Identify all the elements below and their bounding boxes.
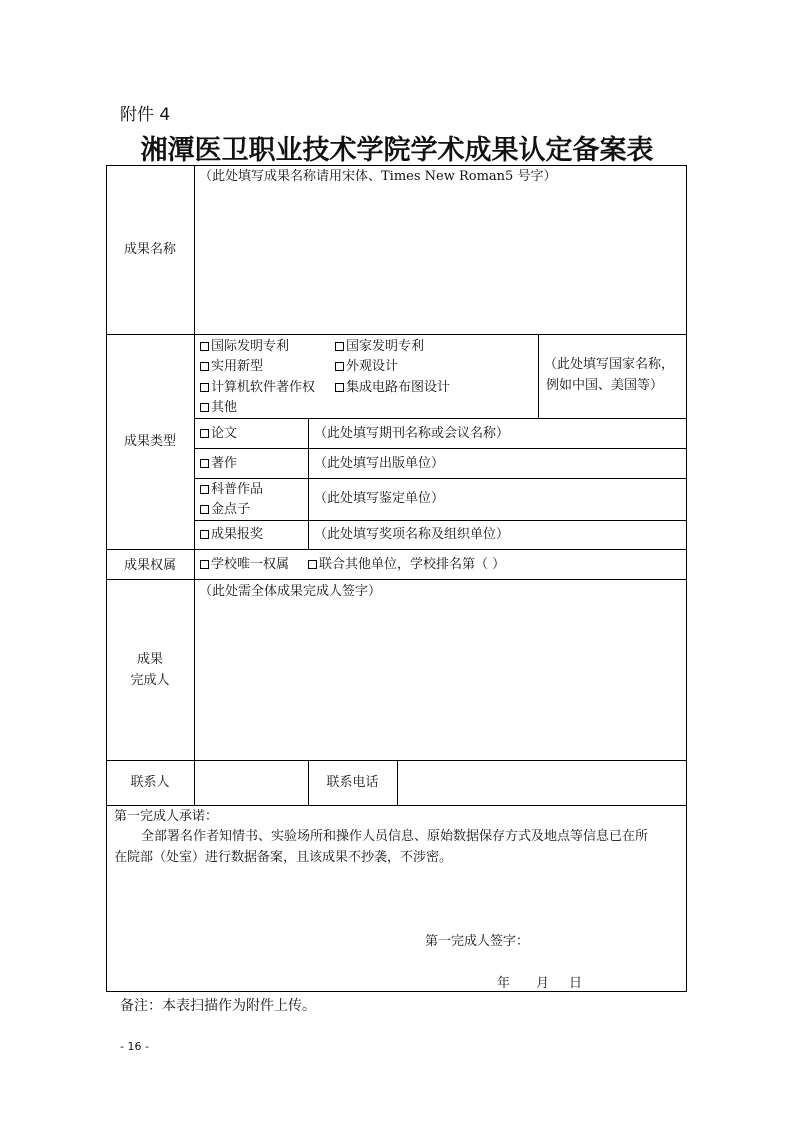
option-paper[interactable]: 论文 xyxy=(200,427,237,440)
checkbox-icon[interactable] xyxy=(335,342,344,351)
column-divider xyxy=(538,334,539,418)
pledge-heading: 第一完成人承诺： xyxy=(114,809,219,824)
popsci-hint: （此处填写鉴定单位） xyxy=(314,491,445,506)
date-month: 月 xyxy=(536,976,550,991)
row-divider xyxy=(194,418,687,419)
row-divider xyxy=(194,520,687,521)
column-divider xyxy=(194,165,195,805)
contact-input[interactable] xyxy=(198,761,307,804)
option-software-copyright[interactable]: 计算机软件著作权 xyxy=(200,381,315,394)
date-day: 日 xyxy=(569,976,583,991)
book-hint: （此处填写出版单位） xyxy=(314,456,445,471)
form-title: 湘潭医卫职业技术学院学术成果认定备案表 xyxy=(140,135,654,166)
option-popular-science[interactable]: 科普作品 xyxy=(200,483,263,496)
option-joint-ownership[interactable]: 联合其他单位，学校排名第（ ） xyxy=(308,558,505,571)
paper-hint: （此处填写期刊名称或会议名称） xyxy=(314,426,510,441)
option-school-sole[interactable]: 学校唯一权属 xyxy=(200,558,289,571)
contact-label: 联系人 xyxy=(130,775,170,790)
option-ic-layout-design[interactable]: 集成电路布图设计 xyxy=(335,381,450,394)
completers-label-line1: 成果 xyxy=(136,652,163,667)
checkbox-icon[interactable] xyxy=(200,560,209,569)
row-divider xyxy=(194,448,687,449)
checkbox-icon[interactable] xyxy=(200,459,209,468)
checkbox-icon[interactable] xyxy=(200,403,209,412)
patent-country-hint-1: （此处填写国家名称， xyxy=(544,357,675,372)
phone-input[interactable] xyxy=(399,761,685,804)
award-hint: （此处填写奖项名称及组织单位） xyxy=(314,527,510,542)
date-year: 年 xyxy=(497,976,511,991)
option-design-patent[interactable]: 外观设计 xyxy=(335,360,398,373)
pledge-line-2: 在院部（处室）进行数据备案，且该成果不抄袭，不涉密。 xyxy=(114,850,453,865)
option-book[interactable]: 著作 xyxy=(200,457,237,470)
option-other[interactable]: 其他 xyxy=(200,401,237,414)
option-international-invention-patent[interactable]: 国际发明专利 xyxy=(200,340,289,353)
checkbox-icon[interactable] xyxy=(200,505,209,514)
pledge-line-1: 全部署名作者知情书、实验场所和操作人员信息、原始数据保存方式及地点等信息已在所 xyxy=(141,829,649,844)
name-hint: （此处填写成果名称请用宋体、Times New Roman5 号字） xyxy=(199,169,557,184)
name-label: 成果名称 xyxy=(123,242,176,257)
option-utility-model[interactable]: 实用新型 xyxy=(200,360,263,373)
type-label: 成果类型 xyxy=(123,434,176,449)
ownership-label: 成果权属 xyxy=(123,558,176,573)
checkbox-icon[interactable] xyxy=(200,485,209,494)
checkbox-icon[interactable] xyxy=(335,362,344,371)
completers-hint: （此处需全体成果完成人签字） xyxy=(199,584,382,599)
page-number: - 16 - xyxy=(120,1040,149,1053)
checkbox-icon[interactable] xyxy=(200,362,209,371)
column-divider xyxy=(397,760,398,805)
row-divider xyxy=(194,478,687,479)
column-divider xyxy=(308,418,309,549)
checkbox-icon[interactable] xyxy=(335,383,344,392)
checkbox-icon[interactable] xyxy=(200,342,209,351)
option-award[interactable]: 成果报奖 xyxy=(200,528,263,541)
phone-label: 联系电话 xyxy=(326,775,379,790)
signature-label: 第一完成人签字： xyxy=(425,934,530,949)
checkbox-icon[interactable] xyxy=(200,530,209,539)
patent-country-hint-2: 例如中国、美国等） xyxy=(546,378,664,393)
completers-label-line2: 完成人 xyxy=(130,672,170,688)
option-national-invention-patent[interactable]: 国家发明专利 xyxy=(335,340,424,353)
option-golden-idea[interactable]: 金点子 xyxy=(200,503,250,516)
checkbox-icon[interactable] xyxy=(308,560,317,569)
completers-label xyxy=(106,650,194,692)
row-divider xyxy=(106,805,687,806)
attachment-label: 附件 4 xyxy=(120,105,171,125)
checkbox-icon[interactable] xyxy=(200,429,209,438)
checkbox-icon[interactable] xyxy=(200,383,209,392)
remark-note: 备注：本表扫描作为附件上传。 xyxy=(120,998,316,1014)
